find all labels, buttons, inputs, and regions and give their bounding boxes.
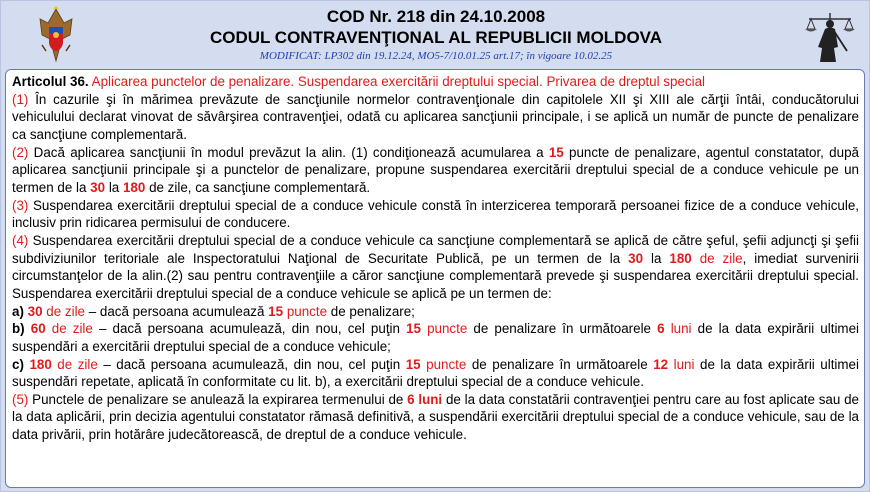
themis-justice-icon <box>801 7 859 65</box>
paragraph-number: (4) <box>12 232 29 248</box>
term-unit: de zile <box>46 303 86 319</box>
months-unit: luni <box>673 356 695 372</box>
header <box>1 1 870 69</box>
item-a <box>12 303 859 321</box>
points-unit: puncte <box>426 356 467 372</box>
months-value: 6 <box>657 321 665 337</box>
item-letter: c) <box>12 356 24 372</box>
points-unit: puncte <box>427 321 468 337</box>
paragraph-number: (5) <box>12 391 29 407</box>
paragraph-1 <box>12 91 859 144</box>
term-unit: de zile <box>57 356 98 372</box>
code-number-title: COD Nr. 218 din 24.10.2008 <box>326 7 546 26</box>
term-min-value: 30 <box>628 250 644 266</box>
term-unit: de zile <box>699 250 743 266</box>
paragraph-number: (1) <box>12 91 29 107</box>
article-heading <box>12 73 859 91</box>
cancel-term-value: 6 luni <box>407 391 443 407</box>
paragraph-text: la <box>651 250 662 266</box>
paragraph-5 <box>12 391 859 444</box>
modification-note: MODIFICAT: LP302 din 19.12.24, MO5-7/10.01.25 art.17; în vigoare 10.02.25 <box>259 50 613 62</box>
paragraph-4 <box>12 232 859 303</box>
paragraph-text: Dacă aplicarea sancţiunii în modul prevăzut la alin. (1) condiţionează acumularea a <box>33 144 544 160</box>
code-name-title: CODUL CONTRAVENŢIONAL AL REPUBLICII MOLDOVA <box>209 28 663 47</box>
months-unit: luni <box>670 321 692 337</box>
points-value: 15 <box>548 144 564 160</box>
paragraph-text: de zile, ca sancţiune complementară. <box>149 179 371 195</box>
points-unit: puncte <box>286 303 328 319</box>
paragraph-text: puncte de penalizare, agentul constatator, după aplicarea sancţiunii principale şi a punctelor de penalizare, propune suspendarea exercitării dreptului special de a conduce vehicule pe un termen de la <box>12 144 859 195</box>
term-unit: de zile <box>51 321 93 337</box>
paragraph-text: Suspendarea exercitării dreptului special de a conduce vehicule constă în interzicerea temporară persoanei fizice de a conduce vehicule, inclusiv prin ridicarea permisului de conducere. <box>12 197 859 231</box>
item-text: de penalizare în următoarele <box>471 356 648 372</box>
paragraph-2 <box>12 144 859 197</box>
item-b <box>12 320 859 355</box>
item-c <box>12 356 859 391</box>
item-text: – dacă persoana acumulează, din nou, cel puţin <box>103 356 401 372</box>
points-value: 15 <box>268 303 284 319</box>
term-value: 180 <box>29 356 52 372</box>
months-value: 12 <box>653 356 669 372</box>
item-letter: a) <box>12 303 24 319</box>
article-title: Aplicarea punctelor de penalizare. Suspendarea exercitării dreptului special. Privarea de dreptul special <box>91 74 705 89</box>
paragraph-text: Suspendarea exercitării dreptului special de a conduce vehicule ca sancţiune complementară se aplică de către şeful, şefii adjuncţi şi şefii subdiviziunilor teritoriale ale Inspectoratului Naţional de Securitate Publică, pe un termen de la <box>12 232 859 266</box>
paragraph-text: , imediat survenirii circumstanţelor de la alin.(2) sau pentru contravenţiile a căror sancţiune complementară prevede şi suspendarea exercitării dreptului special. Suspendarea exercitării dreptului special de a conduce vehicule se aplică pe un termen de: <box>12 250 859 301</box>
term-min-value: 30 <box>90 179 106 195</box>
term-max-value: 180 <box>669 250 692 266</box>
term-value: 60 <box>30 321 46 337</box>
paragraph-text: Punctele de penalizare se anulează la expirarea termenului de <box>32 391 404 407</box>
term-max-value: 180 <box>122 179 146 195</box>
article-label: Articolul 36. <box>12 74 89 89</box>
item-text: de la data expirării ultimei suspendări a exercitării dreptului special de a conduce vehicule; <box>12 321 859 354</box>
points-value: 15 <box>406 321 421 337</box>
paragraph-text: de la data constatării contravenţiei pentru care au fost aplicate sau de la data aplicării, prin decizia agentului constatator rămasă definitivă, a suspendării exercitării dreptului special de a conduce vehicule, sau de la data privării, prin hotărâre judecătorească, de dreptul de a conduce vehicule. <box>12 391 859 443</box>
item-letter: b) <box>12 321 25 337</box>
item-text: – dacă persoana acumulează, din nou, cel puţin <box>98 321 400 337</box>
paragraph-number: (3) <box>12 197 29 213</box>
item-text: de penalizare; <box>330 303 415 319</box>
item-text: de penalizare în următoarele <box>473 321 652 337</box>
paragraph-text: În cazurile şi în mărimea prevăzute de sancţiunile normelor contravenţionale din capitolele XII şi XIII ale cărţii întâi, conducătorului vehiculului declarat vinovat de săvârşirea contravenţiei, odată cu aplicarea sancţiunii principale, i se aplică un număr de puncte de penalizare ca sancţiune complementară. <box>12 91 860 142</box>
item-text: – dacă persoana acumulează <box>88 303 265 319</box>
paragraph-text: la <box>108 179 120 195</box>
paragraph-3 <box>12 197 859 232</box>
term-value: 30 <box>27 303 43 319</box>
item-text: de la data expirării ultimei suspendări repetate, aplicată în conformitate cu lit. b), a exercitării dreptului special de a conduce vehicule. <box>12 356 859 390</box>
points-value: 15 <box>405 356 421 372</box>
paragraph-number: (2) <box>12 144 29 160</box>
article-body <box>5 69 865 488</box>
